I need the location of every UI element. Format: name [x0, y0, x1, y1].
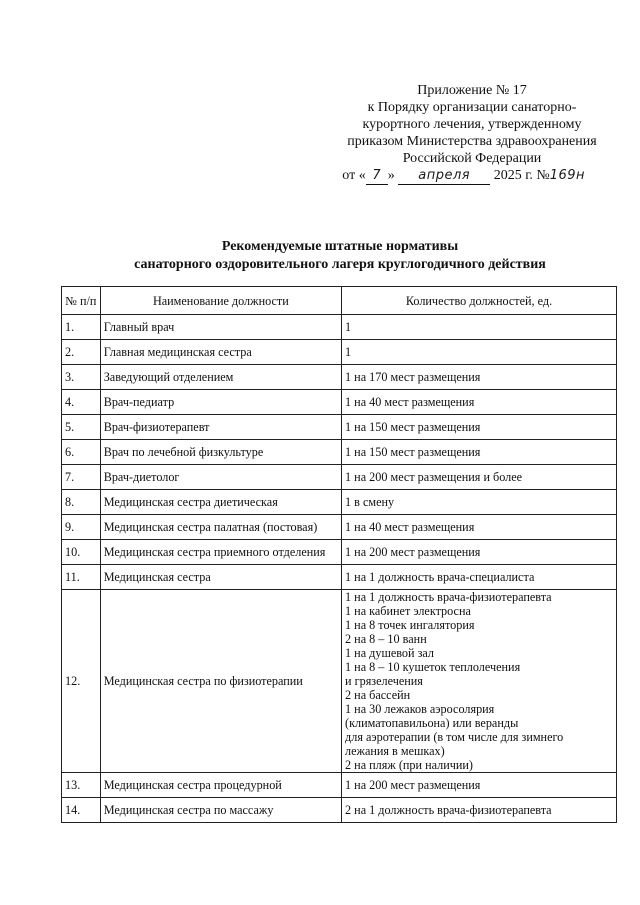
- cell-position: Медицинская сестра процедурной: [100, 773, 341, 798]
- cell-number: 12.: [62, 590, 101, 773]
- quantity-line: 1 в смену: [345, 495, 395, 509]
- header-cell-number: № п/п: [62, 287, 101, 315]
- cell-quantity: [342, 340, 617, 365]
- quantity-line: 1 на душевой зал: [345, 646, 434, 660]
- cell-position: Медицинская сестра приемного отделения: [100, 540, 341, 565]
- table-row: [62, 798, 617, 823]
- cell-position: Врач-педиатр: [100, 390, 341, 415]
- cell-position: Медицинская сестра по физиотерапии: [100, 590, 341, 773]
- table-row: [62, 440, 617, 465]
- staffing-table: [61, 286, 617, 823]
- header-line: к Порядку организации санаторно-: [367, 100, 577, 115]
- cell-quantity: [342, 440, 617, 465]
- cell-quantity: [342, 515, 617, 540]
- table-body: [62, 315, 617, 823]
- order-year: 2025 г. №: [493, 168, 550, 183]
- quantity-line: 1 на 200 мест размещения и более: [345, 470, 523, 484]
- table-row: [62, 340, 617, 365]
- table-row: [62, 515, 617, 540]
- quantity-line: 1 на 1 должность врача-специалиста: [345, 570, 535, 584]
- appendix-header: [322, 82, 622, 185]
- cell-number: 5.: [62, 415, 101, 440]
- cell-position: Медицинская сестра палатная (постовая): [100, 515, 341, 540]
- quantity-line: 1 на 8 точек ингалятория: [345, 618, 475, 632]
- header-line: приказом Министерства здравоохранения: [347, 134, 597, 149]
- table-row: [62, 490, 617, 515]
- order-day-handwritten: 7: [366, 167, 388, 185]
- cell-number: 10.: [62, 540, 101, 565]
- cell-quantity: [342, 390, 617, 415]
- cell-quantity: [342, 798, 617, 823]
- order-prefix: от «: [342, 168, 366, 183]
- quantity-line: 2 на 8 – 10 ванн: [345, 632, 427, 646]
- header-line: курортного лечения, утвержденному: [362, 117, 582, 132]
- quantity-line: 1 на 40 мест размещения: [345, 520, 475, 534]
- quantity-line: и грязелечения: [345, 674, 423, 688]
- table-row: [62, 390, 617, 415]
- cell-number: 1.: [62, 315, 101, 340]
- cell-position: Врач по лечебной физкультуре: [100, 440, 341, 465]
- table-row: [62, 465, 617, 490]
- quantity-line: 1 на 170 мест размещения: [345, 370, 481, 384]
- cell-number: 3.: [62, 365, 101, 390]
- header-line: Российской Федерации: [402, 151, 542, 166]
- quantity-line: 1 на 150 мест размещения: [345, 420, 481, 434]
- cell-quantity: [342, 365, 617, 390]
- order-number-handwritten: 169н: [549, 168, 586, 183]
- cell-position: Медицинская сестра: [100, 565, 341, 590]
- quantity-line: 1 на кабинет электросна: [345, 604, 471, 618]
- quantity-line: 1: [345, 320, 352, 334]
- cell-quantity: [342, 773, 617, 798]
- quantity-line: 2 на пляж (при наличии): [345, 758, 473, 772]
- table-row: [62, 590, 617, 773]
- document-title: [60, 238, 620, 274]
- cell-quantity: [342, 490, 617, 515]
- quantity-line: 1 на 30 лежаков аэросолярия: [345, 702, 495, 716]
- header-line: Приложение № 17: [417, 83, 527, 98]
- cell-number: 13.: [62, 773, 101, 798]
- cell-position: Медицинская сестра диетическая: [100, 490, 341, 515]
- cell-position: Врач-диетолог: [100, 465, 341, 490]
- table-header-row: [62, 287, 617, 315]
- cell-quantity: [342, 590, 617, 773]
- cell-number: 2.: [62, 340, 101, 365]
- quantity-line: лежания в мешках): [345, 744, 445, 758]
- quantity-line: 1 на 1 должность врача-физиотерапевта: [345, 590, 552, 604]
- quantity-line: 1 на 200 мест размещения: [345, 545, 481, 559]
- quantity-line: 1 на 150 мест размещения: [345, 445, 481, 459]
- cell-position: Главный врач: [100, 315, 341, 340]
- header-cell-position: Наименование должности: [100, 287, 341, 315]
- table-row: [62, 315, 617, 340]
- table-row: [62, 365, 617, 390]
- cell-number: 9.: [62, 515, 101, 540]
- cell-number: 8.: [62, 490, 101, 515]
- quantity-line: 1: [345, 345, 352, 359]
- cell-quantity: [342, 465, 617, 490]
- cell-number: 11.: [62, 565, 101, 590]
- cell-number: 14.: [62, 798, 101, 823]
- table-row: [62, 773, 617, 798]
- quantity-line: 1 на 40 мест размещения: [345, 395, 475, 409]
- order-mid: »: [387, 168, 395, 183]
- table-row: [62, 415, 617, 440]
- cell-number: 6.: [62, 440, 101, 465]
- title-line: Рекомендуемые штатные нормативы: [221, 239, 459, 254]
- quantity-line: (климатопавильона) или веранды: [345, 716, 519, 730]
- order-month-handwritten: апреля: [398, 167, 490, 185]
- cell-number: 4.: [62, 390, 101, 415]
- quantity-line: 1 на 8 – 10 кушеток теплолечения: [345, 660, 521, 674]
- cell-quantity: [342, 415, 617, 440]
- cell-quantity: [342, 315, 617, 340]
- title-line: санаторного оздоровительного лагеря круглогодичного действия: [134, 257, 546, 272]
- cell-position: Врач-физиотерапевт: [100, 415, 341, 440]
- cell-position: Главная медицинская сестра: [100, 340, 341, 365]
- order-date-line: [322, 167, 622, 185]
- cell-position: Медицинская сестра по массажу: [100, 798, 341, 823]
- table-row: [62, 540, 617, 565]
- quantity-line: 2 на 1 должность врача-физиотерапевта: [345, 803, 552, 817]
- cell-quantity: [342, 540, 617, 565]
- cell-quantity: [342, 565, 617, 590]
- cell-number: 7.: [62, 465, 101, 490]
- header-cell-quantity: Количество должностей, ед.: [342, 287, 617, 315]
- cell-position: Заведующий отделением: [100, 365, 341, 390]
- quantity-line: 2 на бассейн: [345, 688, 411, 702]
- quantity-line: для аэротерапии (в том числе для зимнего: [345, 730, 564, 744]
- table-row: [62, 565, 617, 590]
- quantity-line: 1 на 200 мест размещения: [345, 778, 481, 792]
